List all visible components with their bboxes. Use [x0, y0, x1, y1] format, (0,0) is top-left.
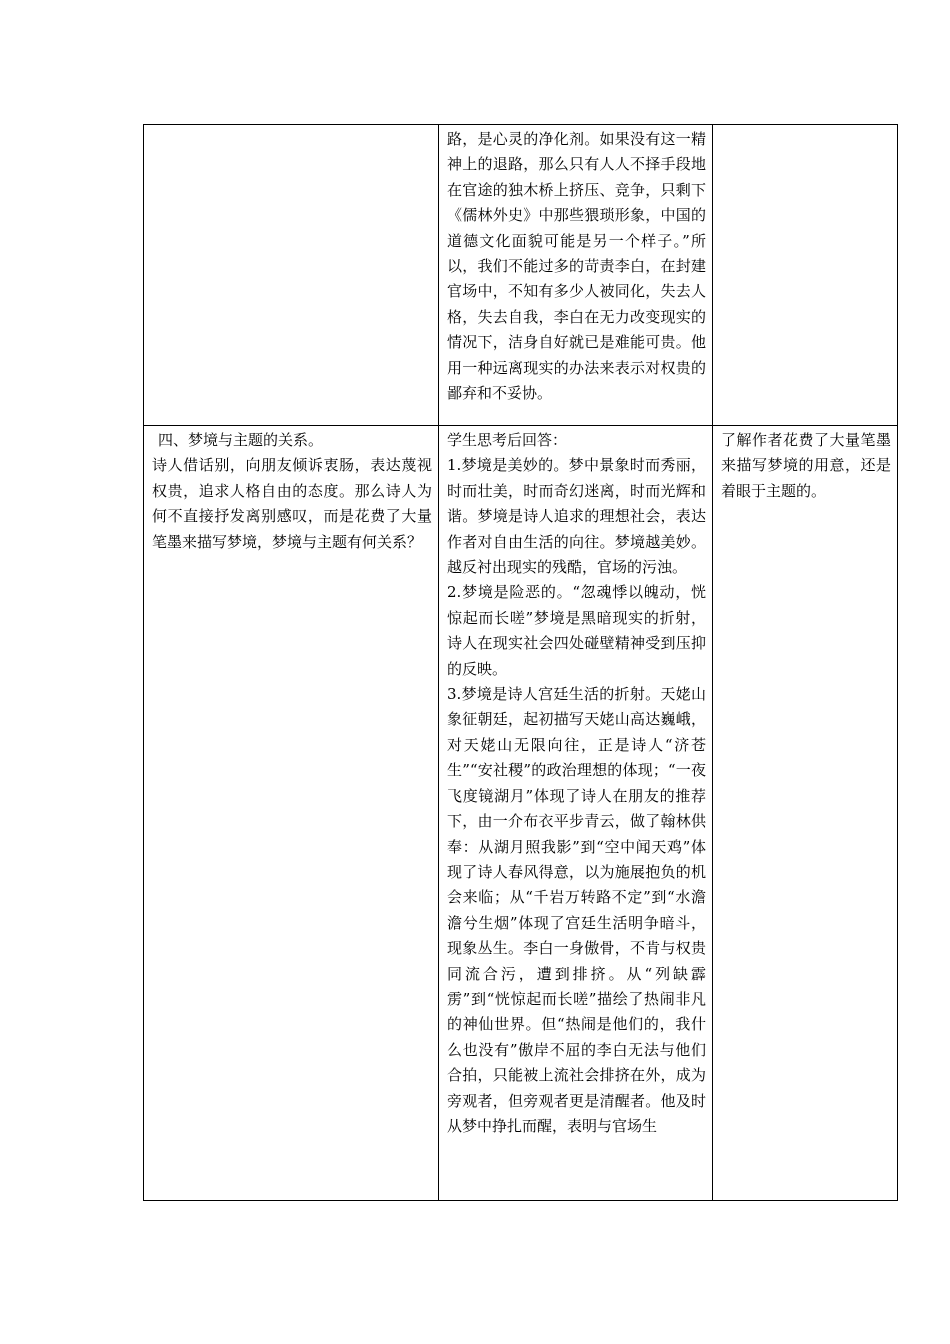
table-cell-teacher-activity [144, 426, 439, 1201]
answer-intro: 学生思考后回答： [447, 431, 568, 449]
cell-text: 了解作者花费了大量笔墨来描写梦境的用意，还是着眼于主题的。 [721, 431, 891, 500]
cell-text: 路，是心灵的净化剂。如果没有这一精神上的退路，那么只有人人不择手段地在官途的独木桥上挤压、竞争，只剩下《儒林外史》中那些猥琐形象，中国的道德文化面貌可能是另一个样子。”所以，我们不能过多的苛责李白，在封建官场中，不知有多少人被同化，失去人格，失去自我，李白在无力改变现实的情况下，洁身自好就已是难能可贵。他用一种远离现实的办法来表示对权贵的鄙弃和不妥协。 [447, 130, 706, 403]
table-cell-teacher-activity [144, 125, 439, 426]
table-cell-student-activity [439, 125, 713, 426]
table-row [144, 125, 898, 426]
answer-point-1: 1.梦境是美妙的。梦中景象时而秀丽，时而壮美，时而奇幻迷离，时而光辉和谐。梦境是诗人追求的理想社会，表达作者对自由生活的向往。梦境越美妙。越反衬出现实的残酷，官场的污浊。 [447, 456, 706, 577]
section-heading: 四、梦境与主题的关系。 [158, 431, 324, 449]
answer-point-2: 2.梦境是险恶的。“忽魂悸以魄动，恍惊起而长嗟”梦境是黑暗现实的折射，诗人在现实社会四处碰壁精神受到压抑的反映。 [447, 583, 706, 678]
table-cell-student-activity [439, 426, 713, 1201]
table-cell-design-intent [713, 426, 898, 1201]
table-row [144, 426, 898, 1201]
answer-point-3: 3.梦境是诗人宫廷生活的折射。天姥山象征朝廷，起初描写天姥山高达巍峨，对天姥山无限向往，正是诗人“济苍生”“安社稷”的政治理想的体现；“一夜飞度镜湖月”体现了诗人在朋友的推荐下，由一介布衣平步青云，做了翰林供奉：从湖月照我影”到“空中闻天鸡”体现了诗人春风得意，以为施展抱负的机会来临；从“千岩万转路不定”到“水澹澹兮生烟”体现了宫廷生活明争暗斗，现象丛生。李白一身傲骨，不肯与权贵同流合污，遭到排挤。从“列缺霹雳”到“恍惊起而长嗟”描绘了热闹非凡的神仙世界。但“热闹是他们的，我什么也没有”傲岸不屈的李白无法与他们合拍，只能被上流社会排挤在外，成为旁观者，但旁观者更是清醒者。他及时从梦中挣扎而醒，表明与官场生 [447, 685, 706, 1135]
cell-text: 诗人借话别，向朋友倾诉衷肠，表达蔑视权贵，追求人格自由的态度。那么诗人为何不直接抒发离别感叹，而是花费了大量笔墨来描写梦境，梦境与主题有何关系？ [152, 456, 432, 551]
table-cell-design-intent [713, 125, 898, 426]
lesson-plan-table [143, 124, 898, 1201]
